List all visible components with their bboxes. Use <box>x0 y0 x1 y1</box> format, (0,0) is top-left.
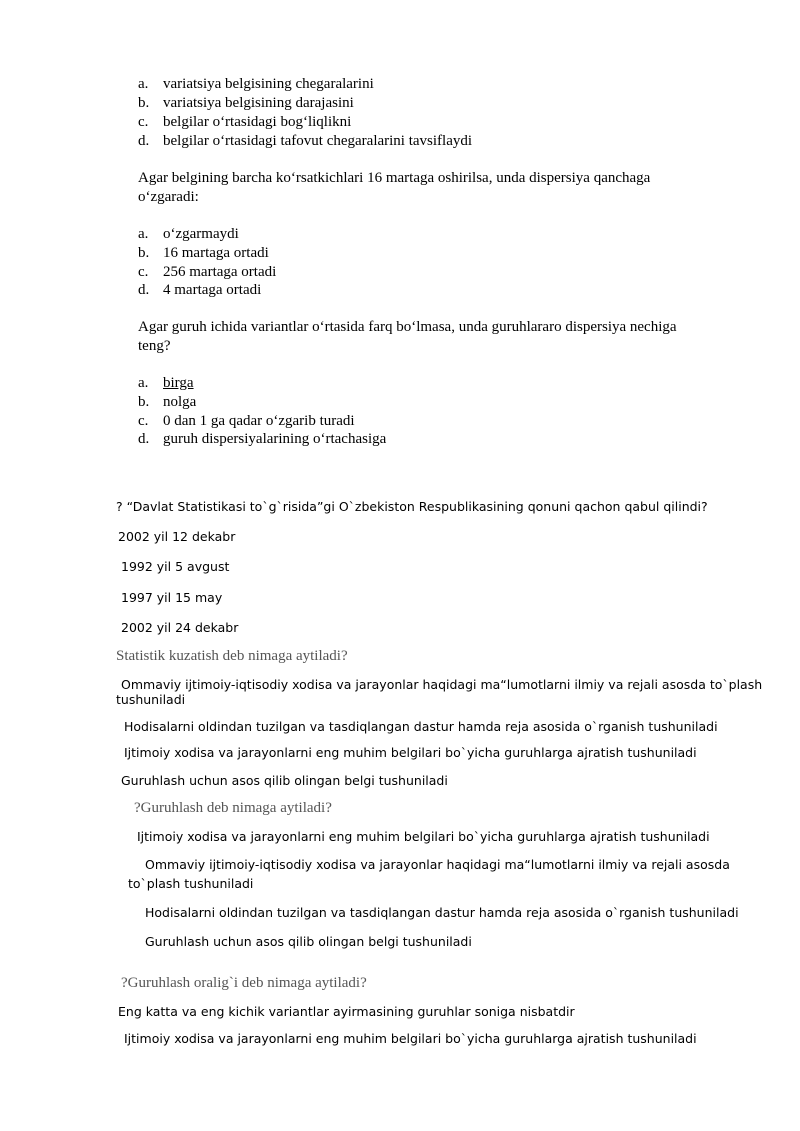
question-text: Agar belgining barcha ko‘rsatkichlari 16 martaga oshirilsa, unda dispersiya qanchaga <box>138 170 651 186</box>
answer-text-cont: tushuniladi <box>116 692 186 707</box>
answer-text: Hodisalarni oldindan tuzilgan va tasdiqlangan dastur hamda reja asosida o`rganish tushuniladi <box>124 719 718 734</box>
option-b: b. 16 martaga ortadi <box>138 245 269 261</box>
answer-text: 1992 yil 5 avgust <box>121 559 230 574</box>
answer-text: 2002 yil 24 dekabr <box>121 620 239 635</box>
answer-text: Ijtimoiy xodisa va jarayonlarni eng muhim belgilari bo`yicha guruhlarga ajratish tushuniladi <box>124 1031 697 1046</box>
answer-text: Ijtimoiy xodisa va jarayonlarni eng muhim belgilari bo`yicha guruhlarga ajratish tushuniladi <box>137 829 710 844</box>
option-d: d. 4 martaga ortadi <box>138 282 262 298</box>
option-a: a. variatsiya belgisining chegaralarini <box>138 76 374 92</box>
option-b: b. variatsiya belgisining darajasini <box>138 95 354 111</box>
option-c: c. 256 martaga ortadi <box>138 264 277 280</box>
underlined-answer: birga <box>163 375 194 391</box>
question-text: Statistik kuzatish deb nimaga aytiladi? <box>116 648 348 664</box>
option-a: a. birga <box>138 375 194 391</box>
option-c: c. belgilar o‘rtasidagi bog‘liqlikni <box>138 114 352 130</box>
answer-text: Eng katta va eng kichik variantlar ayirmasining guruhlar soniga nisbatdir <box>118 1004 575 1019</box>
answer-text: Hodisalarni oldindan tuzilgan va tasdiqlangan dastur hamda reja asosida o`rganish tushuniladi <box>145 905 739 920</box>
option-d: d. guruh dispersiyalarining o‘rtachasiga <box>138 431 387 447</box>
question-text: ?Guruhlash deb nimaga aytiladi? <box>134 800 332 816</box>
option-d: d. belgilar o‘rtasidagi tafovut chegaralarini tavsiflaydi <box>138 133 473 149</box>
answer-text: 2002 yil 12 dekabr <box>118 529 236 544</box>
answer-text: Guruhlash uchun asos qilib olingan belgi tushuniladi <box>145 934 472 949</box>
question-text: ? “Davlat Statistikasi to`g`risida”gi O`zbekiston Respublikasining qonuni qachon qabul qilindi? <box>116 499 708 514</box>
option-a: a. o‘zgarmaydi <box>138 226 239 242</box>
question-text: ?Guruhlash oralig`i deb nimaga aytiladi? <box>121 975 367 991</box>
option-b: b. nolga <box>138 394 197 410</box>
answer-text: Guruhlash uchun asos qilib olingan belgi tushuniladi <box>121 773 448 788</box>
question-text-cont: o‘zgaradi: <box>138 189 199 205</box>
question-text: Agar guruh ichida variantlar o‘rtasida farq bo‘lmasa, unda guruhlararo dispersiya nechiga <box>138 319 677 335</box>
question-text-cont: teng? <box>138 338 171 354</box>
option-c: c. 0 dan 1 ga qadar o‘zgarib turadi <box>138 413 355 429</box>
answer-text: Ommaviy ijtimoiy-iqtisodiy xodisa va jarayonlar haqidagi ma“lumotlarni ilmiy va rejali asosda to`plash <box>121 677 763 692</box>
answer-text-cont: to`plash tushuniladi <box>128 876 254 891</box>
answer-text: Ijtimoiy xodisa va jarayonlarni eng muhim belgilari bo`yicha guruhlarga ajratish tushuniladi <box>124 745 697 760</box>
answer-text: Ommaviy ijtimoiy-iqtisodiy xodisa va jarayonlar haqidagi ma“lumotlarni ilmiy va rejali asosda <box>145 857 730 872</box>
answer-text: 1997 yil 15 may <box>121 590 223 605</box>
